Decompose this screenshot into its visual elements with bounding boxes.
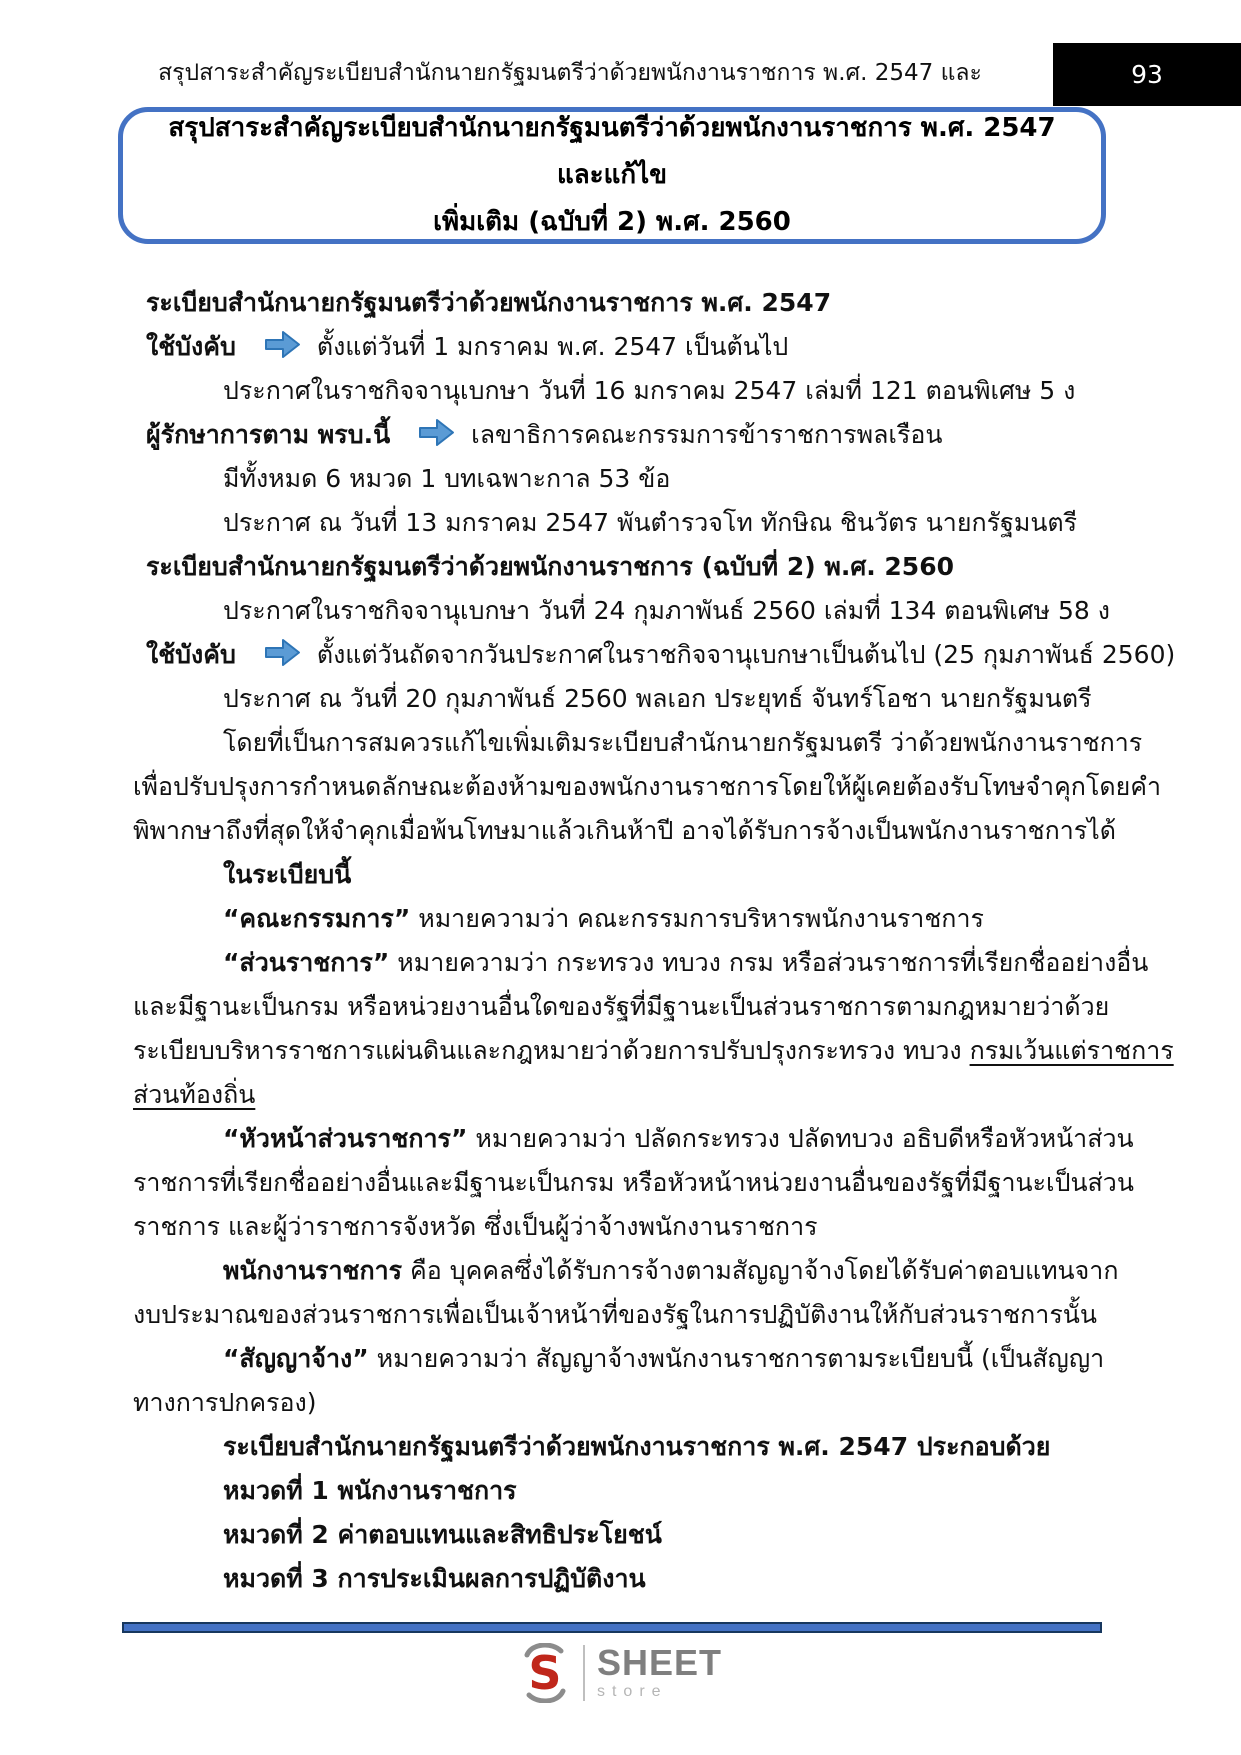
body-line	[133, 1073, 1118, 1117]
body-line	[133, 1205, 1118, 1249]
body-text: พิพากษาถึงที่สุดให้จำคุกเมื่อพ้นโทษมาแล้วเกินห้าปี อาจได้รับการจ้างเป็นพนักงานราชการได้	[133, 816, 1116, 845]
body-line	[133, 501, 1118, 545]
body-text: หมายความว่า ปลัดกระทรวง ปลัดทบวง อธิบดีหรือหัวหน้าส่วน	[467, 1124, 1134, 1153]
right-arrow-icon	[264, 638, 301, 667]
body-text: หมายความว่า กระทรวง ทบวง กรม หรือส่วนราชการที่เรียกชื่ออย่างอื่น	[389, 948, 1149, 977]
body-line	[133, 1029, 1174, 1073]
body-term: ระเบียบสำนักนายกรัฐมนตรีว่าด้วยพนักงานราชการ พ.ศ. 2547 ประกอบด้วย	[223, 1432, 1051, 1461]
body-line	[133, 897, 1118, 941]
body-line	[133, 589, 1118, 633]
page-number-box	[1053, 43, 1241, 106]
body-text: ส่วนท้องถิ่น	[133, 1080, 256, 1109]
body-text: งบประมาณของส่วนราชการเพื่อเป็นเจ้าหน้าที่ของรัฐในการปฏิบัติงานให้กับส่วนราชการนั้น	[133, 1300, 1097, 1329]
running-header-title: สรุปสาระสำคัญระเบียบสำนักนายกรัฐมนตรีว่าด้วยพนักงานราชการ พ.ศ. 2547 และ	[158, 60, 982, 86]
footer-divider-bar	[122, 1622, 1102, 1633]
body-term: “หัวหน้าส่วนราชการ”	[223, 1124, 468, 1153]
body-line	[133, 809, 1118, 853]
body-text: ตั้งแต่วันที่ 1 มกราคม พ.ศ. 2547 เป็นต้นไป	[316, 332, 789, 361]
body-text: ประกาศ ณ วันที่ 20 กุมภาพันธ์ 2560 พลเอก ประยุทธ์ จันทร์โอชา นายกรัฐมนตรี	[223, 684, 1092, 713]
body-text: และมีฐานะเป็นกรม หรือหน่วยงานอื่นใดของรัฐที่มีฐานะเป็นส่วนราชการตามกฎหมายว่าด้วย	[133, 992, 1110, 1021]
body-line	[133, 941, 1149, 985]
body-line	[133, 281, 1118, 325]
body-line	[133, 1117, 1134, 1161]
body-text: หมายความว่า คณะกรรมการบริหารพนักงานราชการ	[410, 904, 984, 933]
body-term: พนักงานราชการ	[223, 1256, 403, 1285]
body-term: ใช้บังคับ	[146, 332, 236, 361]
body-text: ราชการที่เรียกชื่ออย่างอื่นและมีฐานะเป็นกรม หรือหัวหน้าหน่วยงานอื่นของรัฐที่มีฐานะเป็นส่วน	[133, 1168, 1134, 1197]
page-number: 93	[1131, 60, 1163, 89]
brand-subtitle: store	[596, 1683, 668, 1700]
sheet-store-logo-icon	[519, 1643, 571, 1703]
body-term: “คณะกรรมการ”	[223, 904, 411, 933]
body-line	[133, 1337, 1118, 1381]
body-line	[133, 1293, 1118, 1337]
brand-name: SHEET	[596, 1642, 723, 1683]
body-term: ผู้รักษาการตาม พรบ.นี้	[146, 420, 391, 449]
title-box	[118, 107, 1106, 244]
body-term: ใช้บังคับ	[146, 640, 236, 669]
body-line	[133, 545, 1118, 589]
body-text: หมายความว่า สัญญาจ้างพนักงานราชการตามระเบียบนี้ (เป็นสัญญา	[368, 1344, 1105, 1373]
body-line	[133, 1469, 1118, 1513]
right-arrow-icon	[418, 418, 455, 447]
body-term: ระเบียบสำนักนายกรัฐมนตรีว่าด้วยพนักงานราชการ (ฉบับที่ 2) พ.ศ. 2560	[146, 552, 954, 581]
body-line	[133, 721, 1143, 765]
body-line	[133, 633, 1176, 677]
body-text: ประกาศในราชกิจจานุเบกษา วันที่ 16 มกราคม 2547 เล่มที่ 121 ตอนพิเศษ 5 ง	[223, 376, 1076, 405]
body-term: หมวดที่ 1 พนักงานราชการ	[223, 1476, 517, 1505]
logo-letter: S	[528, 1646, 562, 1700]
body-line	[133, 1249, 1118, 1293]
body-line	[133, 369, 1118, 413]
brand-text	[596, 1642, 723, 1701]
body-text: ประกาศ ณ วันที่ 13 มกราคม 2547 พันตำรวจโท ทักษิณ ชินวัตร นายกรัฐมนตรี	[223, 508, 1078, 537]
body-line	[133, 765, 1162, 809]
body-text: มีทั้งหมด 6 หมวด 1 บทเฉพาะกาล 53 ข้อ	[223, 464, 671, 493]
body-term: “ส่วนราชการ”	[223, 948, 390, 977]
title-line-2: เพิ่มเติม (ฉบับที่ 2) พ.ศ. 2560	[433, 207, 791, 237]
body-text: คือ บุคคลซึ่งได้รับการจ้างตามสัญญาจ้างโดยได้รับค่าตอบแทนจาก	[402, 1256, 1119, 1285]
body-text: ราชการ และผู้ว่าราชการจังหวัด ซึ่งเป็นผู้ว่าจ้างพนักงานราชการ	[133, 1212, 818, 1241]
body-text: เพื่อปรับปรุงการกำหนดลักษณะต้องห้ามของพนักงานราชการโดยให้ผู้เคยต้องรับโทษจำคุกโดยคำ	[133, 772, 1162, 801]
body-line	[133, 853, 1118, 897]
body-line	[133, 457, 1118, 501]
body-text: ระเบียบบริหารราชการแผ่นดินและกฎหมายว่าด้วยการปรับปรุงกระทรวง ทบวง	[133, 1036, 970, 1065]
footer-logo	[0, 1643, 1241, 1703]
body-term: ในระเบียบนี้	[223, 860, 352, 889]
body-term: หมวดที่ 3 การประเมินผลการปฏิบัติงาน	[223, 1564, 646, 1593]
body-text: เลขาธิการคณะกรรมการข้าราชการพลเรือน	[471, 420, 943, 449]
body-term: ระเบียบสำนักนายกรัฐมนตรีว่าด้วยพนักงานราชการ พ.ศ. 2547	[146, 288, 832, 317]
body-line	[133, 1381, 1118, 1425]
body-text: ตั้งแต่วันถัดจากวันประกาศในราชกิจจานุเบกษาเป็นต้นไป (25 กุมภาพันธ์ 2560)	[316, 640, 1176, 669]
body-line	[133, 1557, 1118, 1601]
body-line	[133, 1161, 1134, 1205]
title-line-1: สรุปสาระสำคัญระเบียบสำนักนายกรัฐมนตรีว่าด้วยพนักงานราชการ พ.ศ. 2547 และแก้ไข	[168, 113, 1056, 190]
body-text: ทางการปกครอง)	[133, 1388, 317, 1417]
body-line	[133, 325, 1118, 369]
body-line	[133, 1513, 1118, 1557]
right-arrow-icon	[264, 330, 301, 359]
body-text: กรมเว้นแต่ราชการ	[969, 1036, 1174, 1065]
body-line	[133, 677, 1118, 721]
body-text: ประกาศในราชกิจจานุเบกษา วันที่ 24 กุมภาพันธ์ 2560 เล่มที่ 134 ตอนพิเศษ 58 ง	[223, 596, 1110, 625]
body-term: “สัญญาจ้าง”	[223, 1344, 369, 1373]
body-lines	[133, 281, 1176, 1601]
body-line	[133, 1425, 1118, 1469]
body-term: หมวดที่ 2 ค่าตอบแทนและสิทธิประโยชน์	[223, 1520, 662, 1549]
body-text: โดยที่เป็นการสมควรแก้ไขเพิ่มเติมระเบียบสำนักนายกรัฐมนตรี ว่าด้วยพนักงานราชการ	[223, 728, 1143, 757]
logo-divider	[583, 1645, 585, 1701]
body-line	[133, 413, 1118, 457]
body-line	[133, 985, 1118, 1029]
